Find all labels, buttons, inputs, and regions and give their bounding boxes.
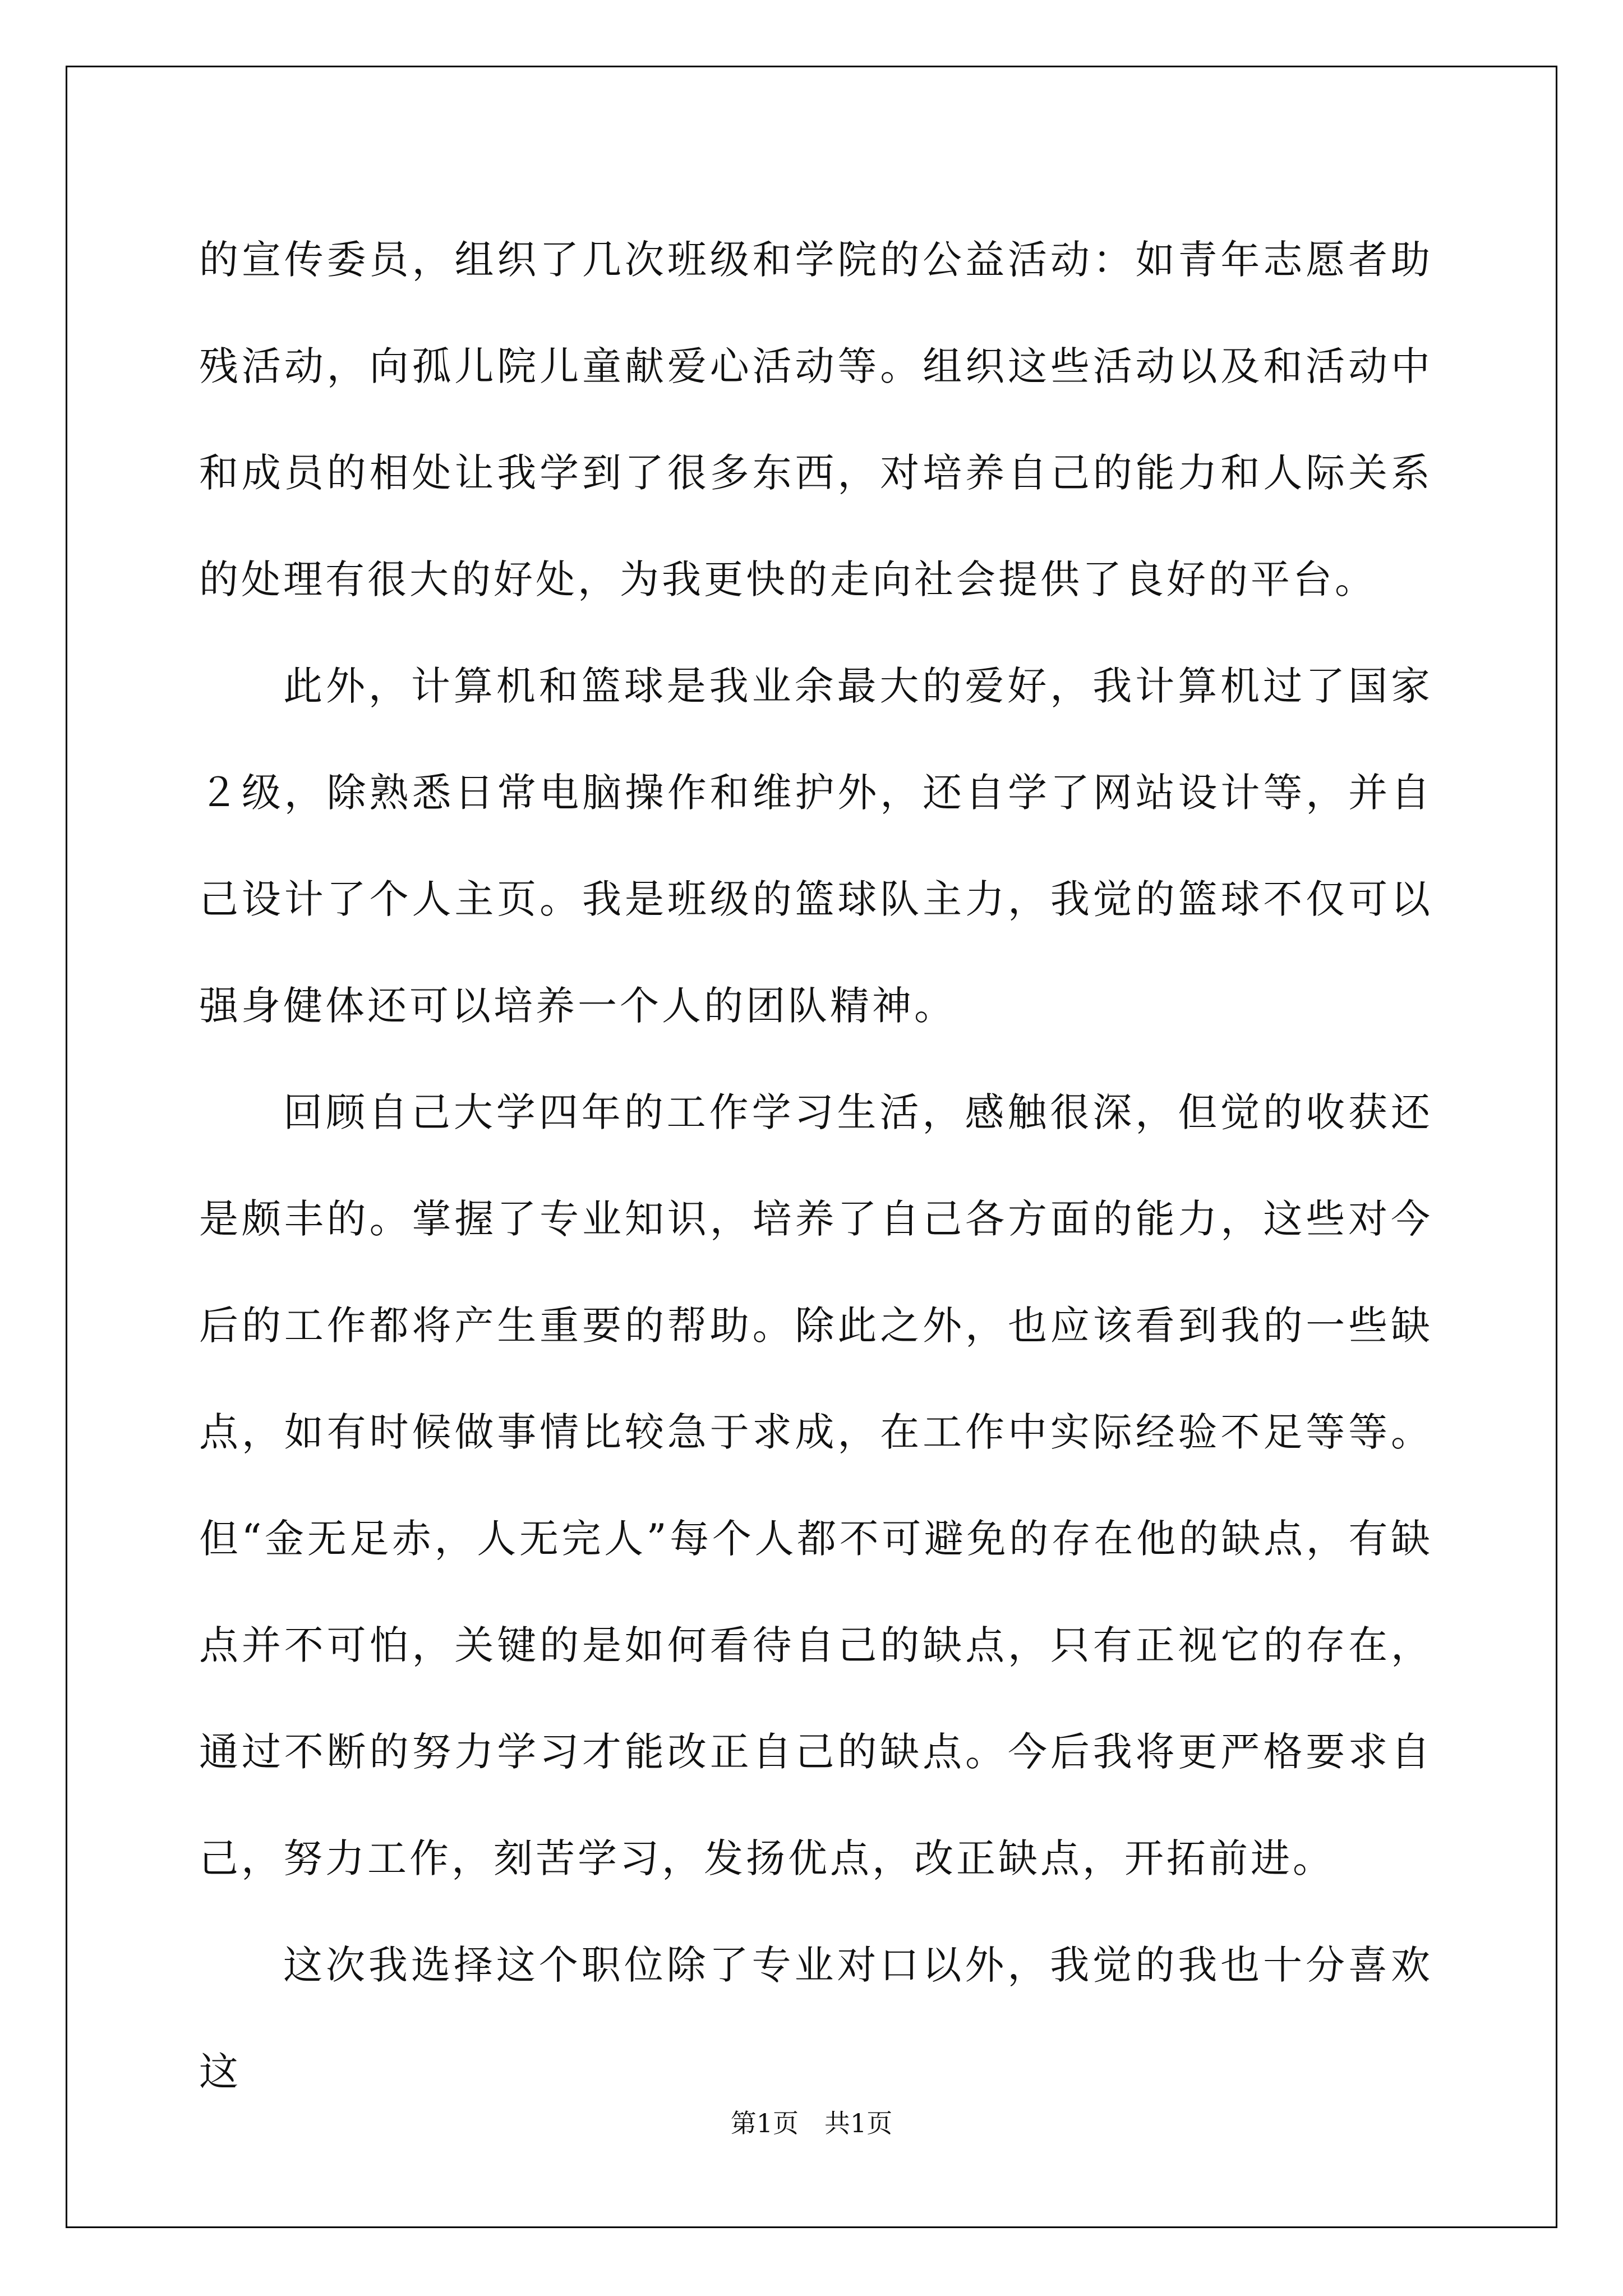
page-footer: 第1页 共1页: [730, 2108, 893, 2138]
paragraph-2: 此外，计算机和篮球是我业余最大的爱好，我计算机过了国家２级，除熟悉日常电脑操作和维护外，还自学了网站设计等，并自己设计了个人主页。我是班级的篮球队主力，我觉的篮球不仅可以强身健体还可以培养一个人的团队精神。: [199, 663, 1433, 1029]
paragraph-3: 回顾自己大学四年的工作学习生活，感触很深，但觉的收获还是颇丰的。掌握了专业知识，培养了自己各方面的能力，这些对今后的工作都将产生重要的帮助。除此之外，也应该看到我的一些缺点，如有时候做事情比较急于求成，在工作中实际经验不足等等。但“金无足赤，人无完人”每个人都不可避免的存在他的缺点，有缺点并不可怕，关键的是如何看待自己的缺点，只有正视它的存在，通过不断的努力学习才能改正自己的缺点。今后我将更严格要求自己，努力工作，刻苦学习，发扬优点，改正缺点，开拓前进。: [199, 1089, 1433, 1881]
paragraph-1: 的宣传委员，组织了几次班级和学院的公益活动：如青年志愿者助残活动，向孤儿院儿童献爱心活动等。组织这些活动以及和活动中和成员的相处让我学到了很多东西，对培养自己的能力和人际关系的处理有很大的好处，为我更快的走向社会提供了良好的平台。: [199, 237, 1433, 602]
document-body: [199, 206, 1433, 2125]
paragraph-4: 这次我选择这个职位除了专业对口以外，我觉的我也十分喜欢这: [199, 1942, 1433, 2095]
